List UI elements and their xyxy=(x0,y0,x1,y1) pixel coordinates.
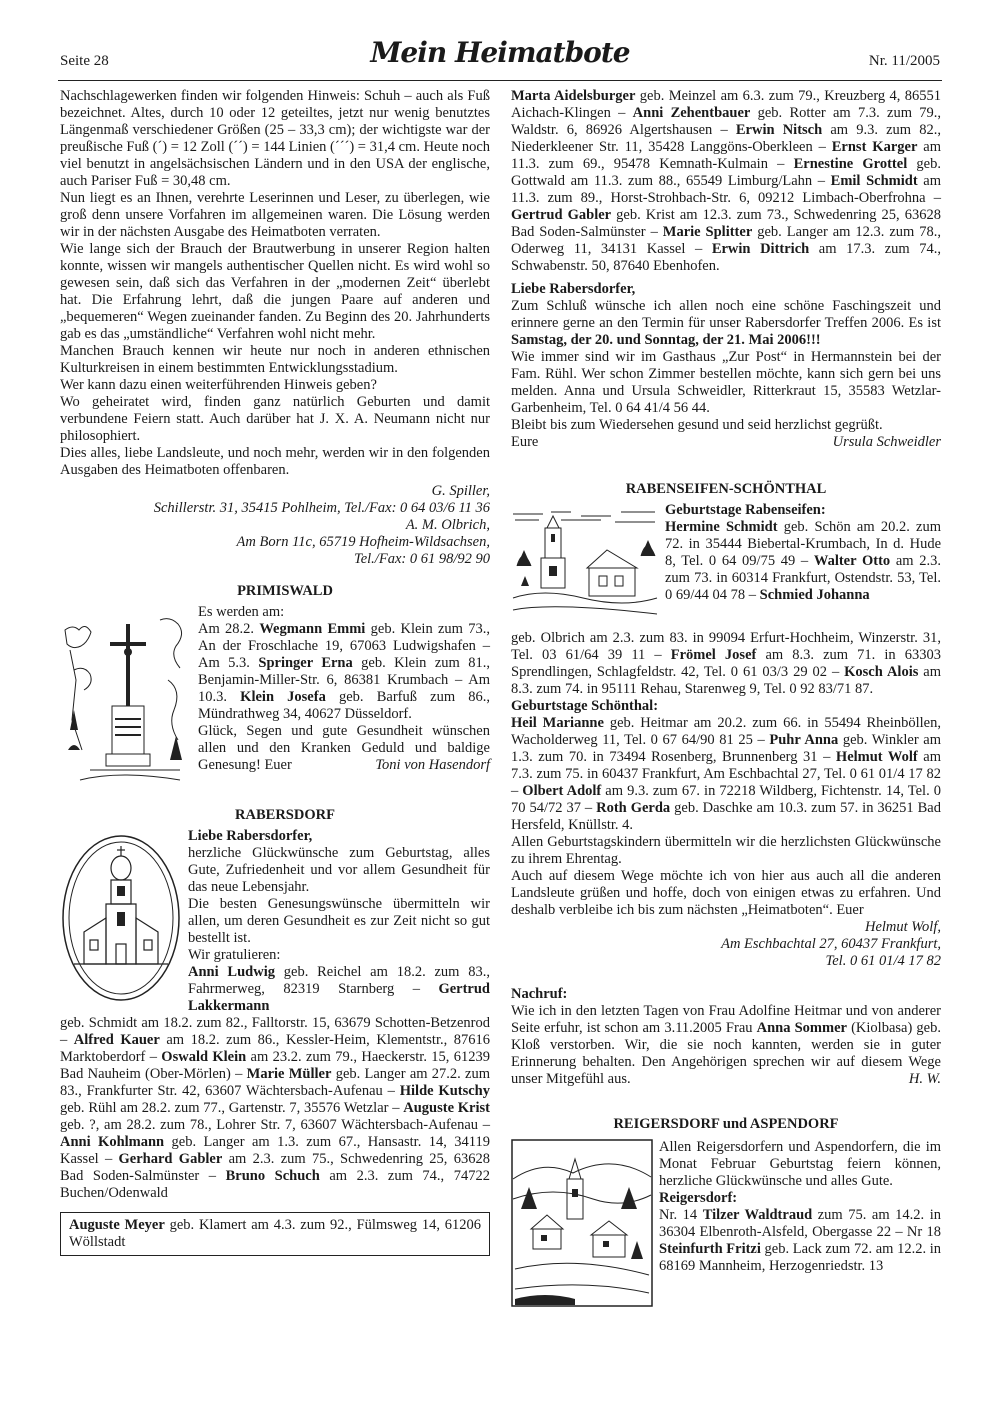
person-name: Gerhard Gabler xyxy=(118,1151,223,1167)
obituary-title: Nachruf: xyxy=(511,986,568,1002)
signature-phone: Tel./Fax: 0 61 98/92 90 xyxy=(353,551,490,567)
text: geb. Langer am 12.3. zum 78., Oderweg 11, 34131 Kassel – xyxy=(511,224,941,257)
subheading: Reigersdorf: xyxy=(659,1190,738,1206)
person-name: Gertrud Gabler xyxy=(511,207,612,223)
person-name: Marie Müller xyxy=(246,1066,332,1082)
paragraph: Wo geheiratet wird, finden ganz natürlich Geburten und damit verbundene Feiern statt. Auch darüber hat J. X. A. Neumann nicht nur philosophiert. xyxy=(60,394,490,444)
person-name: Steinfurth Fritzi xyxy=(659,1241,761,1257)
signature: Ursula Schweidler xyxy=(832,434,941,450)
signature-address: Am Eschbachtal 27, 60437 Frankfurt, xyxy=(721,936,941,952)
person-name: Ernestine Grottel xyxy=(793,156,908,172)
page-number: Seite 28 xyxy=(60,53,109,69)
person-name: Kosch Alois xyxy=(844,664,919,680)
subheading: Geburtstage Rabenseifen: xyxy=(665,502,826,518)
person-name: Auguste Krist xyxy=(403,1100,490,1116)
text: geb. Winkler am 1.3. zum 70. in 73494 Rosenberg, Brunnenberg 31 – xyxy=(511,732,941,765)
paragraph: Nachschlagewerken finden wir folgenden Hinweis: Schuh – auch als Fuß bezeichnet. Altes, durch 10 oder 12 geteiltes, jetzt nur wenig benutztes Längenmaß verschiedener Größen (25 – 33,3 cm); der wichtigste war der preußische Fuß (´) = 12 Zoll (´´) = 144 Linien (´´´) = 31,4 cm. Heute noch viel benutzt in angelsächsischen Ländern und in den USA der englische, auch Pariser Fuß = 30,48 cm. xyxy=(60,88,491,189)
primiswald-closing: Glück, Segen und gute Gesundheit wünschen allen und den Kranken Geduld und baldige Genesung! Euer xyxy=(198,723,490,773)
text: geb. Gottwald am 11.3. zum 88., 65549 Limburg/Lahn – xyxy=(511,156,941,189)
left-column xyxy=(60,88,490,1256)
text: am 9.3. zum 67. in 72218 Wildberg, Fichtenstr. 14, Tel. 0 70 54/72 37 – xyxy=(511,783,941,816)
text: geb. Barfuß zum 86., Mündrathweg 34, 40627 Düsseldorf. xyxy=(198,689,491,722)
signature-name: G. Spiller, xyxy=(431,483,490,499)
person-name: Erwin Dittrich xyxy=(711,241,810,257)
person-name: Walter Otto xyxy=(813,553,891,569)
signature: Toni von Hasendorf xyxy=(375,757,490,773)
person-name: Anni Kohlmann xyxy=(60,1134,165,1150)
text: am 8.3. zum 71. in 63303 Sprendlingen, Schlagfeldstr. 42, Tel. 0 61 03/3 29 02 – xyxy=(511,647,941,680)
person-name: Anna Sommer xyxy=(756,1020,847,1036)
person-name: Roth Gerda xyxy=(596,800,671,816)
paragraph: Wie lange sich der Brauch der Brautwerbung in unserer Region halten konnte, wissen wir mangels authentischer Quellen nicht. Es wird wohl so gewesen sein, daß sich das Verfahren in der „modernen Zeit“ überlebt hat. Die Erfahrung lehrt, daß die jungen Paare auf anderen und „bequemeren“ Wegen zueinander fanden. Zu Beginn des 20. Jahrhunderts gab es das „umständliche“ Verfahren wohl nicht mehr. xyxy=(60,241,490,342)
text: am 8.3. zum 74. in 95111 Rehau, Starenweg 9, Tel. 0 92 83/71 87. xyxy=(511,664,942,697)
text: Zum Schluß wünsche ich allen noch eine schöne Faschingszeit und erinnere gerne an den Termin für unser Rabersdorfer Treffen 2006. Es ist xyxy=(511,298,941,331)
person-name: Heil Marianne xyxy=(511,715,604,731)
person-name: Emil Schmidt xyxy=(830,173,918,189)
rabenseifen-section xyxy=(511,502,941,630)
paragraph: Wie immer sind wir im Gasthaus „Zur Post“ in Hermannstein bei der Fam. Rühl. Wer schon Zimmer bestellen möchte, kann sich gern bei uns melden. Anna und Ursula Schweidler, Ritterkraut 15, 35583 Wetzlar-Garbenheim, Tel. 0 64 41/4 56 44. xyxy=(511,349,941,416)
person-name: Schmied Johanna xyxy=(759,587,870,603)
text: geb. Reichel am 18.2. zum 83., Fahrmerweg, 82319 Starnberg – xyxy=(188,964,490,997)
text: geb. Klein zum 81., Benjamin-Miller-Str. 6, 86381 Krumbach – Am 10.3. xyxy=(198,655,490,705)
text: geb. Schmidt am 18.2. zum 82., Falltorstr. 15, 63679 Schotten-Betzenrod – xyxy=(60,1015,490,1048)
signature-phone: Tel. 0 61 01/4 17 82 xyxy=(825,953,941,969)
text: geb. Heitmar am 20.2. zum 66. in 55494 Rheinböllen, Wacholderweg 11, Tel. 0 67 64/90 81 25 – xyxy=(511,715,941,748)
signature-address: Schillerstr. 31, 35415 Pohlheim, Tel./Fax: 0 64 03/6 11 36 xyxy=(153,500,490,516)
schoenthal-birthday-list xyxy=(511,715,941,834)
paragraph: Wir gratulieren: xyxy=(188,947,281,963)
person-name: Klein Josefa xyxy=(240,689,326,705)
primiswald-text xyxy=(198,604,490,774)
text: am 23.2. zum 79., Haeckerstr. 15, 61239 Bad Nauheim (Ober-Mörlen) – xyxy=(60,1049,491,1082)
text: geb. Lack zum 72. am 12.2. in 68169 Mannheim, Herzogenriedstr. 13 xyxy=(659,1241,941,1274)
text: Wie ich in den letzten Tagen von Frau Adolfine Heitmar und von anderer Seite erfuhr, ist schon am 3.11.2005 Frau xyxy=(511,1003,941,1036)
salutation: Liebe Rabersdorfer, xyxy=(511,281,636,297)
highlighted-birthday-box xyxy=(60,1212,490,1256)
person-name: Hermine Schmidt xyxy=(665,519,778,535)
issue-number: Nr. 11/2005 xyxy=(868,53,940,69)
text: geb. Langer am 1.3. zum 67., Hansastr. 14, 34119 Kassel – xyxy=(60,1134,490,1167)
signature-name: A. M. Olbrich, xyxy=(405,517,490,533)
text: geb. Meinzel am 6.3. zum 79., Kreuzberg 4, 86551 Aichach-Klingen – xyxy=(511,88,942,121)
text: geb. Rotter am 7.3. zum 79., Waldstr. 6, 86926 Algertshausen – xyxy=(511,105,942,138)
text: am 2.3. zum 74., 74722 Buchen/Odenwald xyxy=(60,1168,490,1201)
paragraph: herzliche Glückwünsche zum Geburtstag, alles Gute, Zufriedenheit und vor allem Gesundheit für das neue Lebensjahr. xyxy=(188,845,490,895)
event-date: Samstag, der 20. und Sonntag, der 21. Mai 2006!!! xyxy=(511,332,821,348)
header-rule xyxy=(58,80,942,81)
person-name: Springer Erna xyxy=(258,655,353,671)
person-name: Gertrud Lakkermann xyxy=(188,981,490,1014)
reigersdorf-text xyxy=(659,1139,941,1275)
rabersdorf-section xyxy=(60,828,490,1015)
text: am 18.2. zum 86., Kessler-Heim, Klementstr., 87616 Marktoberdorf – xyxy=(60,1032,491,1065)
person-name: Auguste Meyer xyxy=(69,1217,165,1233)
section-title-rabersdorf: RABERSDORF xyxy=(235,807,335,823)
text: geb. Schön am 20.2. zum 72. in 35444 Biebertal-Krumbach, In d. Hude 8, Tel. 0 64 09/75 49 – xyxy=(665,519,941,569)
person-name: Hilde Kutschy xyxy=(399,1083,490,1099)
person-name: Helmut Wolf xyxy=(835,749,918,765)
text: am 7.3. zum 75. in 60437 Frankfurt, Am Eschbachtal 27, Tel. 0 61 01/4 17 82 – xyxy=(511,749,942,799)
person-name: Anni Zehentbauer xyxy=(632,105,751,121)
text: (Kiolbasa) geb. Kloß verstorben. Wir, die sie noch kannten, werden sie in guter Erinnerung behalten. Den Angehörigen sprechen wir auf diesem Wege unser Mitgefühl aus. xyxy=(511,1020,941,1087)
section-title-reigersdorf: REIGERSDORF und ASPENDORF xyxy=(613,1116,839,1132)
rabenseifen-birthday-list xyxy=(511,630,941,698)
reigersdorf-birthday-list xyxy=(659,1207,941,1275)
right-column xyxy=(511,88,941,1309)
text: am 2.3. zum 73. in 60314 Frankfurt, Ostendstr. 53, Tel. 0 69/44 04 78 – xyxy=(665,553,942,603)
person-name: Marta Aidelsburger xyxy=(511,88,636,104)
text: geb. Krist am 12.3. zum 73., Schwedenring 25, 63628 Bad Soden-Salmünster – xyxy=(511,207,941,240)
primiswald-section xyxy=(60,604,490,790)
text: am 11.3. zum 89., Horst-Strohbach-Str. 6, 09212 Limbach-Oberfrohna – xyxy=(511,173,941,206)
text: am 9.3. zum 82., Niederkleener Str. 11, 35428 Langgöns-Oberkleen – xyxy=(511,122,941,155)
text: geb. Olbrich am 2.3. zum 83. in 99094 Erfurt-Hochheim, Winzerstr. 31, Tel. 03 61/64 39 11 – xyxy=(511,630,941,663)
subheading: Geburtstage Schönthal: xyxy=(511,698,659,714)
text: zum 75. am 14.2. in 36304 Elbenroth-Alsfeld, Obergasse 22 – Nr 18 xyxy=(659,1207,942,1240)
birthday-list-start xyxy=(188,964,490,1015)
signature-address: Am Born 11c, 65719 Hofheim-Wildsachsen, xyxy=(236,534,490,550)
text: am 2.3. zum 75., Schwedenring 25, 63628 Bad Soden-Salmünster – xyxy=(60,1151,490,1184)
text: geb. Klein zum 73., An der Froschlache 19, 67063 Ludwigshafen – Am 5.3. xyxy=(198,621,491,671)
paragraph: Bleibt bis zum Wiedersehen gesund und seid herzlichst gegrüßt. xyxy=(511,417,883,433)
crucifix-illustration xyxy=(60,610,198,790)
masthead-logo: Mein Heimatbote xyxy=(370,36,630,69)
person-name: Bruno Schuch xyxy=(225,1168,320,1184)
signature-name: Helmut Wolf, xyxy=(865,919,941,935)
signature: H. W. xyxy=(908,1071,941,1087)
text: Nr. 14 xyxy=(659,1207,703,1223)
text: geb. Rühl am 28.2. zum 77., Gartenstr. 7, 35576 Wetzlar – xyxy=(60,1100,404,1116)
person-name: Marie Splitter xyxy=(662,224,753,240)
section-title-rabenseifen: RABENSEIFEN-SCHÖNTHAL xyxy=(625,481,827,497)
text: am 11.3. zum 69., 95478 Kemnath-Kulmain – xyxy=(511,139,942,172)
paragraph: Die besten Genesungswünsche übermitteln wir allen, um deren Gesundheit es zur Zeit nicht so gut bestellt ist. xyxy=(188,896,490,946)
person-name: Anni Ludwig xyxy=(188,964,275,980)
person-name: Oswald Klein xyxy=(161,1049,247,1065)
paragraph: Manchen Brauch kennen wir heute nur noch in anderen ethnischen Kulturkreisen in einem bestimmten Entwicklungsstadium. xyxy=(60,343,490,376)
church-emblem-illustration xyxy=(60,832,188,1006)
village-landscape-illustration xyxy=(511,1139,659,1309)
primiswald-birthdays xyxy=(198,621,490,723)
text: am 17.3. zum 74., Schwabenstr. 50, 87640 Ebenhofen. xyxy=(511,241,941,274)
paragraph: Dies alles, liebe Landsleute, und noch mehr, werden wir in den folgenden Ausgaben des Heimatboten offenbaren. xyxy=(60,445,490,478)
text: geb. Langer am 27.2. zum 83., Frankfurter Str. 42, 63607 Wächtersbach-Aufenau – xyxy=(60,1066,491,1099)
primiswald-intro: Es werden am: xyxy=(198,604,285,620)
person-name: Alfred Kauer xyxy=(73,1032,160,1048)
paragraph: Allen Geburtstagskindern übermitteln wir die herzlichsten Glückwünsche zu ihrem Ehrentag. xyxy=(511,834,941,867)
text: Am 28.2. xyxy=(198,621,260,637)
rabersdorf-birthday-list xyxy=(60,1015,490,1202)
person-name: Olbert Adolf xyxy=(522,783,602,799)
rabenseifen-intro xyxy=(665,502,941,604)
person-name: Erwin Nitsch xyxy=(735,122,823,138)
text: geb. Daschke am 10.3. zum 57. in 36251 Bad Hersfeld, Knüllstr. 4. xyxy=(511,800,941,833)
paragraph xyxy=(511,298,941,349)
person-name: Wegmann Emmi xyxy=(259,621,366,637)
paragraph: Nun liegt es an Ihnen, verehrte Leserinnen und Leser, zu überlegen, wie groß denn unsere Vorfahren im allgemeinen waren. Die Lösung werden wir in der nächsten Ausgabe des Heimatboten verraten. xyxy=(60,190,490,240)
reigersdorf-section xyxy=(511,1139,941,1309)
birthday-list-start xyxy=(665,519,941,604)
village-church-illustration xyxy=(511,506,665,630)
person-name: Tilzer Waldtraud xyxy=(702,1207,813,1223)
text: geb. Klamert am 4.3. zum 92., Fülmsweg 14, 61206 Wöllstadt xyxy=(69,1217,481,1250)
text: geb. ?, am 28.2. zum 78., Lohrer Str. 7, 63607 Wächtersbach-Aufenau – xyxy=(60,1117,490,1133)
section-title-primiswald: PRIMISWALD xyxy=(237,583,333,599)
salutation: Liebe Rabersdorfer, xyxy=(188,828,313,844)
rabersdorf-birthday-list-continued xyxy=(511,88,941,275)
paragraph: Auch auf diesem Wege möchte ich von hier aus auch all die anderen Landsleute grüßen und hoffe, doch von einigen etwas zu erfahren. Und deshalb verbleibe ich bis zum nächsten „Heimatboten“. Euer xyxy=(511,868,941,918)
paragraph: Wer kann dazu einen weiterführenden Hinweis geben? xyxy=(60,377,377,393)
text: Eure xyxy=(511,434,539,450)
rabersdorf-intro xyxy=(188,828,490,1015)
person-name: Puhr Anna xyxy=(769,732,839,748)
person-name: Ernst Karger xyxy=(831,139,918,155)
person-name: Frömel Josef xyxy=(670,647,757,663)
signature-line xyxy=(511,434,941,451)
paragraph: Allen Reigersdorfern und Aspendorfern, die im Monat Februar Geburtstag feiern können, herzliche Glückwünsche und alles Gute. xyxy=(659,1139,941,1189)
